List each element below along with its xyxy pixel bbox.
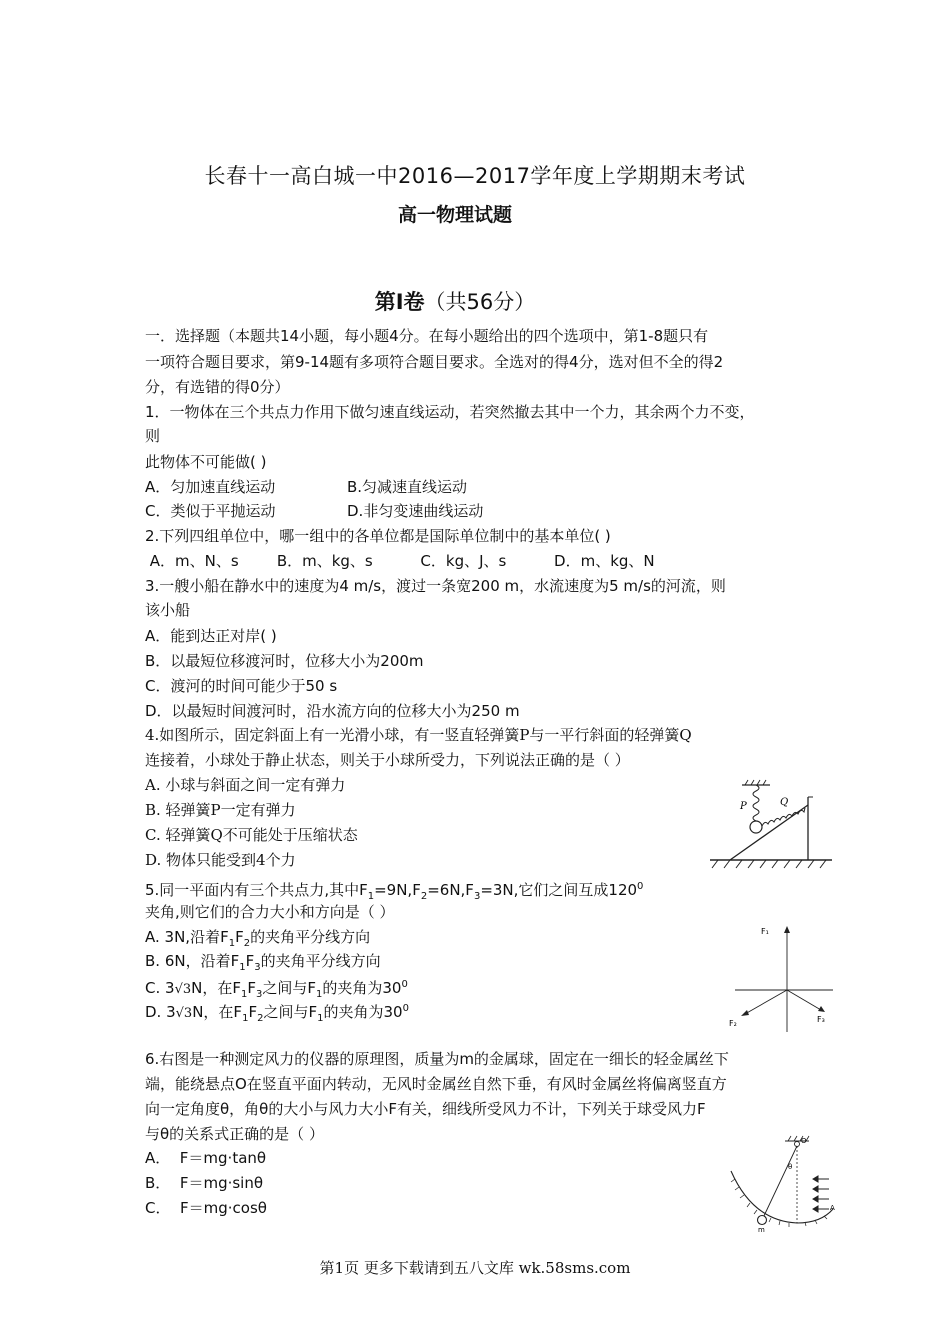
q5-opt-text: 的夹角平分线方向 — [250, 928, 371, 946]
q5-degree: 0 — [402, 1003, 409, 1014]
q4-option-a: A. 小球与斜面之间一定有弹力 — [145, 776, 346, 794]
q5-stem-line-2: 夹角,则它们的合力大小和方向是（ ） — [145, 903, 395, 921]
q5-opt-text: 的夹角平分线方向 — [260, 952, 381, 970]
q5-stem-a: 5.同一平面内有三个共点力,其中F — [145, 881, 368, 899]
q5-stem-d: =3N,它们之间互成120 — [480, 881, 638, 899]
q5-sub: 1 — [239, 962, 246, 973]
q6-fig-label-a: A — [830, 1204, 835, 1212]
q6-pendulum-figure — [725, 1133, 840, 1233]
q5-opt-text: N，在F — [191, 979, 241, 997]
q5-option-a — [145, 927, 370, 954]
q1-stem-line-3: 此物体不可能做( ) — [145, 453, 267, 471]
q5-sub: 3 — [473, 891, 481, 902]
q5-opt-text: 之间与F — [262, 979, 317, 997]
q6-fig-label-theta: θ — [788, 1163, 793, 1171]
q5-opt-text: N，在F — [192, 1003, 243, 1021]
q5-sub: 3 — [256, 989, 263, 1000]
q5-sub: 2 — [257, 1013, 264, 1024]
intro-line-3: 分，有选错的得0分） — [145, 378, 290, 396]
q1-option-d: D.非匀变速曲线运动 — [347, 502, 484, 520]
q4-fig-label-q: Q — [780, 797, 789, 808]
intro-line-1: 一．选择题（本题共14小题，每小题4分。在每小题给出的四个选项中，第1-8题只有 — [145, 327, 709, 345]
q4-fig-label-p: P — [740, 801, 747, 812]
q6-stem-line-3: 向一定角度θ，角θ的大小与风力大小F有关，细线所受风力不计，下列关于球受风力F — [145, 1100, 706, 1118]
q5-opt-text: C. 3 — [145, 979, 175, 997]
q4-stem-line-1: 4.如图所示，固定斜面上有一光滑小球，有一竖直轻弹簧P与一平行斜面的轻弹簧Q — [145, 726, 692, 744]
q5-sub: 1 — [240, 989, 248, 1000]
q3-option-c: C．渡河的时间可能少于50 s — [145, 677, 338, 695]
q6-fig-label-o: O — [801, 1137, 807, 1145]
q4-option-c: C. 轻弹簧Q不可能处于压缩状态 — [145, 826, 358, 844]
q5-degree: 0 — [637, 881, 644, 892]
q1-stem-line-2: 则 — [145, 427, 161, 445]
q5-sub: 1 — [228, 938, 236, 949]
q5-sub: 2 — [420, 891, 428, 902]
page-footer: 第1页 更多下载请到五八文库 wk.58sms.com — [319, 1259, 631, 1277]
sqrt-symbol: √3 — [175, 1006, 193, 1021]
q5-opt-text: B. 6N，沿着F — [145, 952, 240, 970]
q5-opt-text: D. 3 — [145, 1003, 176, 1021]
q4-option-d: D. 物体只能受到4个力 — [145, 851, 296, 869]
q5-opt-text: F — [245, 952, 255, 970]
q6-fig-label-m: m — [758, 1226, 765, 1233]
section-heading — [0, 286, 910, 316]
q5-sub: 1 — [317, 1013, 324, 1024]
section-heading-bold: 第Ⅰ卷 — [374, 290, 425, 314]
q5-fig-label-f2: F₂ — [729, 1019, 737, 1028]
q6-option-a: A． F＝mg·tanθ — [145, 1149, 267, 1167]
q5-opt-text: F — [247, 979, 256, 997]
q5-opt-text: 之间与F — [263, 1003, 318, 1021]
q1-option-a: A．匀加速直线运动 — [145, 478, 276, 496]
q5-opt-text: 的夹角为30 — [323, 1003, 403, 1021]
exam-subtitle: 高一物理试题 — [397, 204, 512, 226]
exam-title: 长春十一高白城一中2016—2017学年度上学期期末考试 — [204, 164, 746, 188]
q6-option-b: B． F＝mg·sinθ — [145, 1174, 264, 1192]
q4-option-b: B. 轻弹簧P一定有弹力 — [145, 801, 296, 819]
q5-opt-text: 的夹角为30 — [322, 979, 402, 997]
q2-stem: 2.下列四组单位中，哪一组中的各单位都是国际单位制中的基本单位( ) — [145, 527, 611, 545]
q5-degree: 0 — [401, 979, 408, 990]
q5-stem-b: =9N,F — [374, 881, 421, 899]
q5-opt-text: F — [235, 928, 244, 946]
q5-sub: 1 — [316, 989, 323, 1000]
q6-stem-line-4: 与θ的关系式正确的是（ ） — [145, 1125, 324, 1143]
q5-sub: 1 — [242, 1013, 249, 1024]
q3-option-a: A．能到达正对岸( ) — [145, 627, 277, 645]
q3-option-b: B．以最短位移渡河时，位移大小为200m — [145, 652, 424, 670]
sqrt-symbol: √3 — [174, 982, 192, 997]
q5-fig-label-f3: F₃ — [817, 1015, 825, 1024]
q5-opt-text: A. 3N,沿着F — [145, 928, 229, 946]
q2-options: A．m、N、s B．m、kg、s C．kg、J、s D．m、kg、N — [145, 552, 655, 570]
q5-force-figure — [725, 922, 840, 1037]
q1-stem-line-1: 1．一物体在三个共点力作用下做匀速直线运动，若突然撤去其中一个力，其余两个力不变， — [145, 403, 755, 421]
q6-option-c: C． F＝mg·cosθ — [145, 1199, 267, 1217]
q5-fig-label-f1: F₁ — [761, 927, 769, 936]
q5-sub: 3 — [254, 962, 261, 973]
q1-option-c: C．类似于平抛运动 — [145, 502, 276, 520]
q4-stem-line-2: 连接着，小球处于静止状态，则关于小球所受力，下列说法正确的是（ ） — [145, 751, 630, 769]
q3-stem-line-2: 该小船 — [145, 601, 191, 619]
q6-stem-line-2: 端，能绕悬点O在竖直平面内转动，无风时金属丝自然下垂，有风时金属丝将偏离竖直方 — [145, 1075, 727, 1093]
q5-opt-text: F — [248, 1003, 258, 1021]
q3-stem-line-1: 3.一艘小船在静水中的速度为4 m/s，渡过一条宽200 m，水流速度为5 m/s的河流，则 — [145, 577, 726, 595]
q1-option-b: B.匀减速直线运动 — [347, 478, 468, 496]
intro-line-2: 一项符合题目要求，第9-14题有多项符合题目要求。全选对的得4分，选对但不全的得2 — [145, 353, 724, 371]
q3-option-d: D．以最短时间渡河时，沿水流方向的位移大小为250 m — [145, 702, 520, 720]
q6-stem-line-1: 6.右图是一种测定风力的仪器的原理图，质量为m的金属球，固定在一细长的轻金属丝下 — [145, 1050, 729, 1068]
section-heading-rest: （共56分） — [424, 290, 536, 314]
q5-option-d — [145, 999, 409, 1029]
q5-stem-c: =6N,F — [427, 881, 474, 899]
q5-sub: 2 — [243, 938, 251, 949]
q5-sub: 1 — [367, 891, 375, 902]
q4-incline-figure — [710, 775, 840, 875]
q5-option-b — [145, 951, 381, 978]
